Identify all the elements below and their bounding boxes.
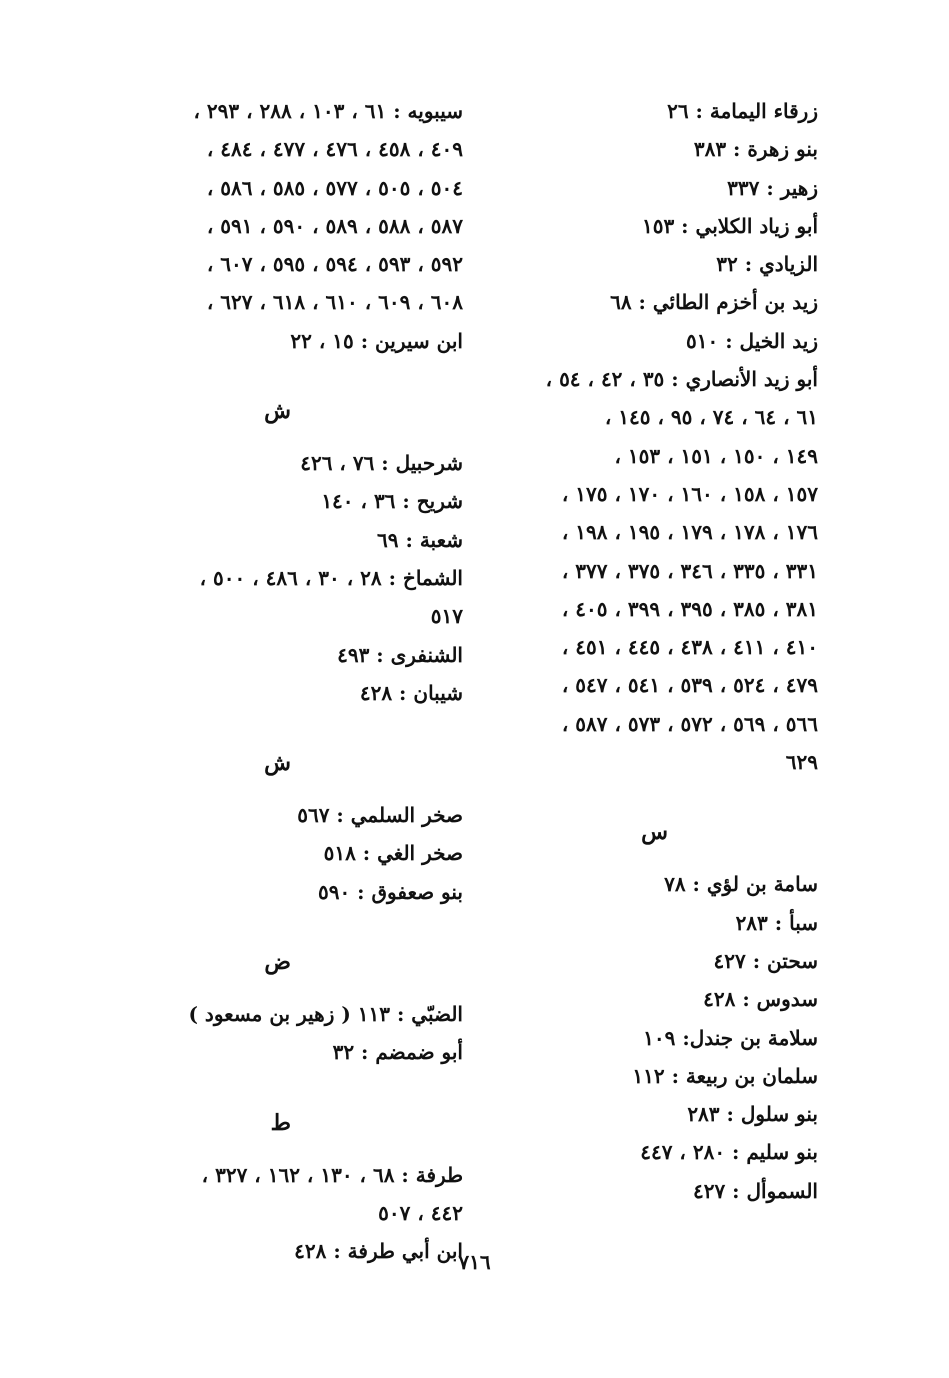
index-entry-continuation: ٤١٠ ، ٤١١ ، ٤٣٨ ، ٤٤٥ ، ٤٥١ ، [561,635,818,660]
index-entry: بنو سليم : ٢٨٠ ، ٤٤٧ [640,1140,818,1165]
section-letter: ط [270,1109,291,1136]
index-entry: زيد بن أخزم الطائي : ٦٨ [610,290,818,315]
index-entry: سحتن : ٤٢٧ [713,948,818,973]
index-entry: سامة بن لؤي : ٧٨ [664,872,818,897]
index-entry-continuation: ٥٦٦ ، ٥٦٩ ، ٥٧٢ ، ٥٧٣ ، ٥٨٧ ، [561,711,818,736]
index-entry: بنو زهرة : ٣٨٣ [693,137,818,162]
section-letter: ش [264,398,291,425]
index-entry: بنو صعفوق : ٥٩٠ [317,879,463,904]
index-entry-continuation: ١٥٧ ، ١٥٨ ، ١٦٠ ، ١٧٠ ، ١٧٥ ، [561,481,818,506]
index-entry: الشنفرى : ٤٩٣ [337,642,463,667]
index-entry-continuation: ٤٤٢ ، ٥٠٧ [378,1200,463,1225]
index-entry: شيبان : ٤٢٨ [359,680,463,705]
index-entry: زهير : ٣٣٧ [727,175,818,200]
index-entry: صخر الغي : ٥١٨ [323,841,463,866]
index-entry: أبو ضمضم : ٣٢ [332,1040,463,1065]
index-entry-continuation: ٣٣١ ، ٣٣٥ ، ٣٤٦ ، ٣٧٥ ، ٣٧٧ ، [561,558,818,583]
index-entry: سبأ : ٢٨٣ [735,910,818,935]
index-entry: شريح : ٣٦ ، ١٤٠ [321,489,463,514]
index-entry: الضبّي : ١١٣ ( زهير بن مسعود ) [188,1002,463,1027]
index-entry-continuation: ١٤٩ ، ١٥٠ ، ١٥١ ، ١٥٣ ، [614,443,818,468]
left-column [133,92,463,1271]
index-entry-continuation: ١٧٦ ، ١٧٨ ، ١٧٩ ، ١٩٥ ، ١٩٨ ، [561,520,818,545]
section-gap [133,360,463,384]
index-entry-continuation: ٤٠٩ ، ٤٥٨ ، ٤٧٦ ، ٤٧٧ ، ٤٨٤ ، [206,137,463,162]
index-entry-continuation: ٦٠٨ ، ٦٠٩ ، ٦١٠ ، ٦١٨ ، ٦٢٧ ، [206,290,463,315]
section-gap [133,1072,463,1096]
index-entry: طرفة : ٦٨ ، ١٣٠ ، ١٦٢ ، ٣٢٧ ، [201,1162,463,1187]
section-gap [133,712,463,736]
index-entry-continuation: ٥٠٤ ، ٥٠٥ ، ٥٧٧ ، ٥٨٥ ، ٥٨٦ ، [206,175,463,200]
index-entry: أبو زياد الكلابي : ١٥٣ [641,213,818,238]
section-letter: ض [264,949,291,976]
index-entry: صخر السلمي : ٥٦٧ [297,803,463,828]
index-entry-continuation: ٥١٧ [430,604,463,629]
index-entry-continuation: ٦٢٩ [785,750,818,775]
section-letter: ش [264,750,291,777]
index-entry: سيبويه : ٦١ ، ١٠٣ ، ٢٨٨ ، ٢٩٣ ، [193,99,463,123]
index-entry: شرحبيل : ٧٦ ، ٤٢٦ [300,451,463,476]
index-entry: ابن أبي طرفة : ٤٢٨ [294,1239,463,1264]
index-entry-continuation: ٥٨٧ ، ٥٨٨ ، ٥٨٩ ، ٥٩٠ ، ٥٩١ ، [206,213,463,238]
index-entry: السموأل : ٤٢٧ [692,1178,818,1203]
index-entry-continuation: ٦١ ، ٦٤ ، ٧٤ ، ٩٥ ، ١٤٥ ، [604,405,818,430]
section-gap [488,781,818,805]
index-entry: زيد الخيل : ٥١٠ [686,328,818,353]
index-entry-continuation: ٤٧٩ ، ٥٢٤ ، ٥٣٩ ، ٥٤١ ، ٥٤٧ ، [561,673,818,698]
index-entry: زرقاء اليمامة : ٢٦ [667,99,818,123]
index-entry: أبو زيد الأنصاري : ٣٥ ، ٤٢ ، ٥٤ ، [545,367,818,392]
index-entry: الزيادي : ٣٢ [716,252,818,277]
index-entry-continuation: ٥٩٢ ، ٥٩٣ ، ٥٩٤ ، ٥٩٥ ، ٦٠٧ ، [206,252,463,277]
page-number: ٧١٦ [458,1250,491,1274]
section-gap [133,911,463,935]
index-entry: سلامة بن جندل: ١٠٩ [643,1025,818,1050]
index-entry: بنو سلول : ٢٨٣ [687,1102,818,1127]
index-entry: سدوس : ٤٢٨ [703,987,818,1012]
right-column [488,92,818,1210]
index-entry: شعبة : ٦٩ [377,527,463,552]
section-letter: س [641,819,668,846]
index-entry: سلمان بن ربيعة : ١١٢ [632,1063,818,1088]
index-entry: الشماخ : ٢٨ ، ٣٠ ، ٤٨٦ ، ٥٠٠ ، [199,565,463,590]
index-entry: ابن سيرين : ١٥ ، ٢٢ [290,328,463,353]
index-entry-continuation: ٣٨١ ، ٣٨٥ ، ٣٩٥ ، ٣٩٩ ، ٤٠٥ ، [561,596,818,621]
